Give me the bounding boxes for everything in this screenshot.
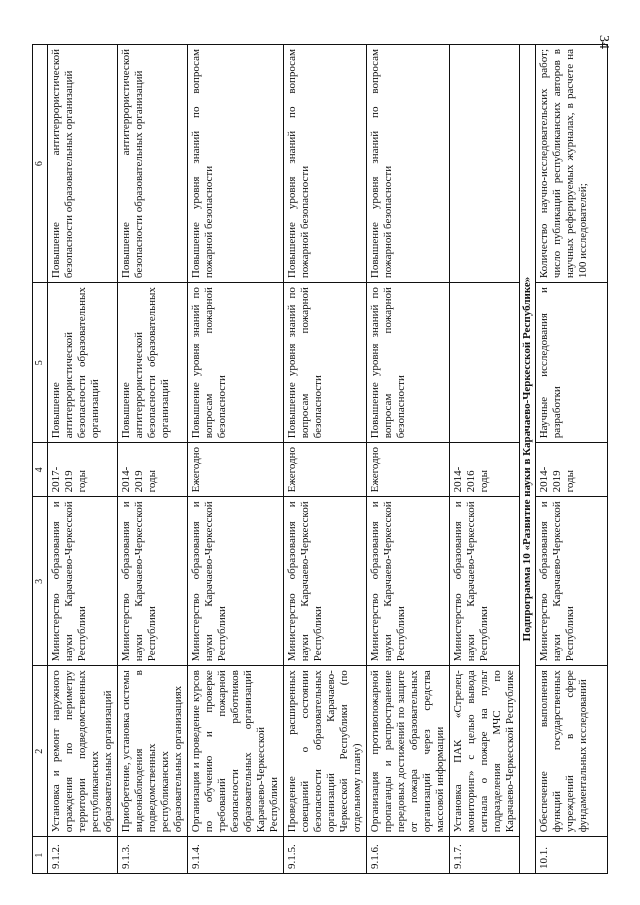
event-cell: Приобретение, установка системы видеонаблюдения в подведомственных республиканских образовательных организациях (118, 666, 188, 837)
event-cell: Организация и проведение курсов по обучению и проверке требований пожарной безопасности работников образовательных организаций Карачаево-Черкесской Республики (188, 666, 284, 837)
subprogram-title: Подпрограмма 10 «Развитие науки в Карачаево-Черкесской Республике» (520, 45, 536, 874)
indicator-cell: Повышение уровня знаний по вопросам пожарной безопасности (188, 45, 284, 283)
row-number: 9.1.2. (48, 837, 118, 874)
executor-cell: Министерство образования и науки Карачаево-Черкесской Республики (367, 497, 450, 666)
row-number: 10.1. (536, 837, 608, 874)
column-header: 4 (33, 443, 48, 497)
page-number: 34 (596, 35, 611, 49)
event-cell: Установка ПАК «Стрелец-мониторинг» с целью вывода сигнала о пожаре на пульт подразделения МЧС по Карачаево-Черкесской Республике (450, 666, 520, 837)
period-cell: 2014-2016 годы (450, 443, 520, 497)
table-row (367, 45, 450, 874)
result-cell: Повышение уровня знаний по вопросам пожарной безопасности (284, 283, 367, 443)
result-cell: Повышение антитеррористической безопасности образовательных организаций (118, 283, 188, 443)
indicator-cell: Повышение уровня знаний по вопросам пожарной безопасности (367, 45, 450, 283)
period-cell: 2017-2019 годы (48, 443, 118, 497)
table-row (48, 45, 118, 874)
row-number: 9.1.7. (450, 837, 520, 874)
table-header-row (33, 45, 48, 874)
period-cell: Ежегодно (188, 443, 284, 497)
indicator-cell: Повышение уровня знаний по вопросам пожарной безопасности (284, 45, 367, 283)
row-number: 9.1.4. (188, 837, 284, 874)
period-cell: Ежегодно (284, 443, 367, 497)
indicator-cell: Повышение антитеррористической безопасности образовательных организаций (118, 45, 188, 283)
column-header: 5 (33, 283, 48, 443)
program-events-table (32, 44, 608, 874)
executor-cell: Министерство образования и науки Карачаево-Черкесской Республики (118, 497, 188, 666)
row-number: 9.1.3. (118, 837, 188, 874)
row-number: 9.1.6. (367, 837, 450, 874)
table-row (536, 45, 608, 874)
executor-cell: Министерство образования и науки Карачаево-Черкесской Республики (284, 497, 367, 666)
period-cell: 2014-2019 годы (118, 443, 188, 497)
table-row (450, 45, 520, 874)
rotated-document-sheet (32, 44, 592, 874)
executor-cell: Министерство образования и науки Карачаево-Черкесской Республики (450, 497, 520, 666)
event-cell: Установка и ремонт наружного ограждения по периметру территории подведомственных республиканских образовательных организаций (48, 666, 118, 837)
subprogram-heading-row (520, 45, 536, 874)
column-header: 2 (33, 666, 48, 837)
event-cell: Обеспечение выполнения функций государственных учреждений в сфере фундаментальных исследований (536, 666, 608, 837)
indicator-cell (450, 45, 520, 283)
table-row (188, 45, 284, 874)
result-cell: Повышение уровня знаний по вопросам пожарной безопасности (367, 283, 450, 443)
executor-cell: Министерство образования и науки Карачаево-Черкесской Республики (48, 497, 118, 666)
table-row (118, 45, 188, 874)
column-header: 3 (33, 497, 48, 666)
executor-cell: Министерство образования и науки Карачаево-Черкесской Республики (536, 497, 608, 666)
executor-cell: Министерство образования и науки Карачаево-Черкесской Республики (188, 497, 284, 666)
result-cell: Научные исследования и разработки (536, 283, 608, 443)
indicator-cell: Повышение антитеррористической безопасности образовательных организаций (48, 45, 118, 283)
result-cell: Повышение уровня знаний по вопросам пожарной безопасности (188, 283, 284, 443)
event-cell: Проведение расширенных совещаний о состоянии безопасности образовательных организаций Карачаево-Черкесской Республики (по отдельному плану) (284, 666, 367, 837)
column-header: 1 (33, 837, 48, 874)
period-cell: 2014-2019 годы (536, 443, 608, 497)
period-cell: Ежегодно (367, 443, 450, 497)
result-cell: Повышение антитеррористической безопасности образовательных организаций (48, 283, 118, 443)
column-header: 6 (33, 45, 48, 283)
indicator-cell: Количество научно-исследовательских работ; число публикаций республиканских авторов в научных реферируемых журналах, в расчете на 100 исследователей; (536, 45, 608, 283)
result-cell (450, 283, 520, 443)
table-row (284, 45, 367, 874)
row-number: 9.1.5. (284, 837, 367, 874)
event-cell: Организация противопожарной пропаганды и распространение передовых достижений по защите от пожара образовательных организаций через средства массовой информации (367, 666, 450, 837)
